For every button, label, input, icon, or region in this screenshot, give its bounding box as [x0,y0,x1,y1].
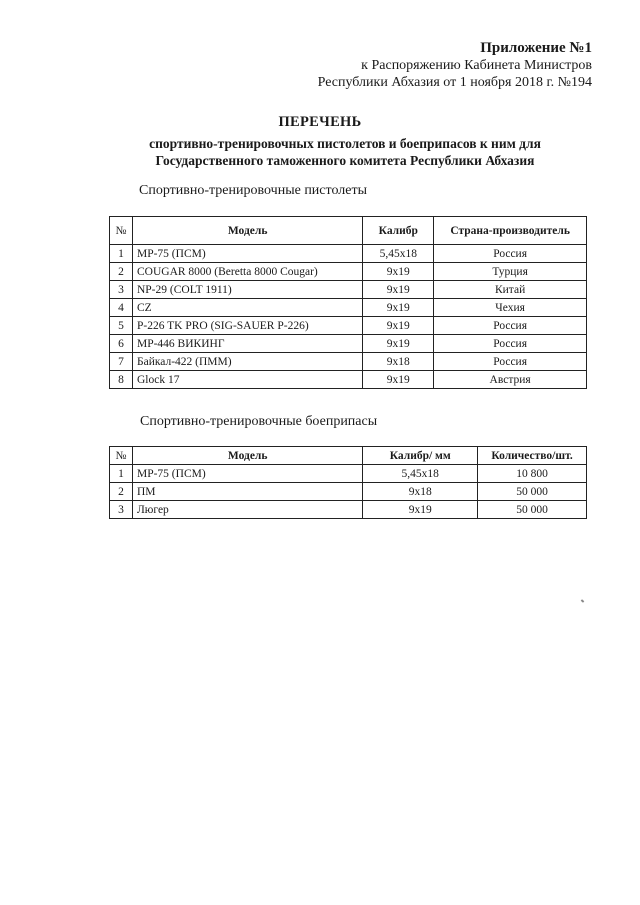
table-row [110,245,587,263]
ammo-table [109,446,587,519]
cell-caliber: 5,45x18 [363,245,434,263]
table-row [110,335,587,353]
cell-model: Люгер [132,501,362,519]
appendix-header [318,40,592,91]
column-header: Количество/шт. [478,447,587,465]
cell-number: 1 [110,465,133,483]
column-header: Калибр [363,217,434,245]
table-row [110,281,587,299]
table-row [110,371,587,389]
cell-model: P-226 TK PRO (SIG-SAUER P-226) [132,317,362,335]
cell-country: Китай [434,281,587,299]
table-row [110,299,587,317]
table-header-row [110,217,587,245]
cell-model: COUGAR 8000 (Beretta 8000 Cougar) [132,263,362,281]
document-subtitle [95,135,595,169]
table-row [110,501,587,519]
cell-caliber: 9x19 [363,299,434,317]
pistols-section-title: Спортивно-тренировочные пистолеты [139,183,367,198]
cell-number: 1 [110,245,133,263]
table-row [110,353,587,371]
cell-country: Турция [434,263,587,281]
table-row [110,317,587,335]
cell-quantity: 50 000 [478,501,587,519]
cell-number: 3 [110,501,133,519]
cell-quantity: 50 000 [478,483,587,501]
appendix-title: Приложение №1 [480,40,592,56]
column-header: Страна-производитель [434,217,587,245]
cell-country: Чехия [434,299,587,317]
pistols-table [109,216,587,389]
cell-model: Glock 17 [132,371,362,389]
table-row [110,483,587,501]
table-header-row [110,447,587,465]
cell-number: 2 [110,483,133,501]
column-header: № [110,217,133,245]
cell-model: МР-75 (ПСМ) [132,465,362,483]
cell-caliber: 5,45x18 [363,465,478,483]
cell-caliber: 9x19 [363,263,434,281]
appendix-line-1: к Распоряжению Кабинета Министров [361,58,592,73]
cell-caliber: 9x19 [363,371,434,389]
cell-model: NP-29 (COLT 1911) [132,281,362,299]
cell-caliber: 9x18 [363,353,434,371]
column-header: Модель [132,217,362,245]
cell-model: МР-75 (ПСМ) [132,245,362,263]
cell-number: 3 [110,281,133,299]
cell-model: Байкал-422 (ПММ) [132,353,362,371]
cell-country: Россия [434,335,587,353]
cell-number: 4 [110,299,133,317]
cell-number: 8 [110,371,133,389]
document-subtitle-line-2: Государственного таможенного комитета Республики Абхазия [155,153,535,168]
cell-number: 7 [110,353,133,371]
scan-speck [581,599,585,602]
cell-country: Россия [434,353,587,371]
column-header: № [110,447,133,465]
table-row [110,465,587,483]
cell-number: 5 [110,317,133,335]
cell-caliber: 9x19 [363,501,478,519]
column-header: Модель [132,447,362,465]
cell-number: 2 [110,263,133,281]
cell-caliber: 9x19 [363,335,434,353]
cell-number: 6 [110,335,133,353]
document-subtitle-line-1: спортивно-тренировочных пистолетов и боеприпасов к ним для [149,136,541,151]
cell-caliber: 9x18 [363,483,478,501]
document-title: ПЕРЕЧЕНЬ [278,114,362,130]
table-row [110,263,587,281]
cell-model: CZ [132,299,362,317]
column-header: Калибр/ мм [363,447,478,465]
cell-country: Австрия [434,371,587,389]
appendix-line-2: Республики Абхазия от 1 ноября 2018 г. №194 [317,75,592,90]
cell-country: Россия [434,245,587,263]
cell-caliber: 9x19 [363,281,434,299]
cell-model: ПМ [132,483,362,501]
ammo-section-title: Спортивно-тренировочные боеприпасы [140,414,378,429]
cell-caliber: 9x19 [363,317,434,335]
cell-country: Россия [434,317,587,335]
cell-model: МР-446 ВИКИНГ [132,335,362,353]
cell-quantity: 10 800 [478,465,587,483]
